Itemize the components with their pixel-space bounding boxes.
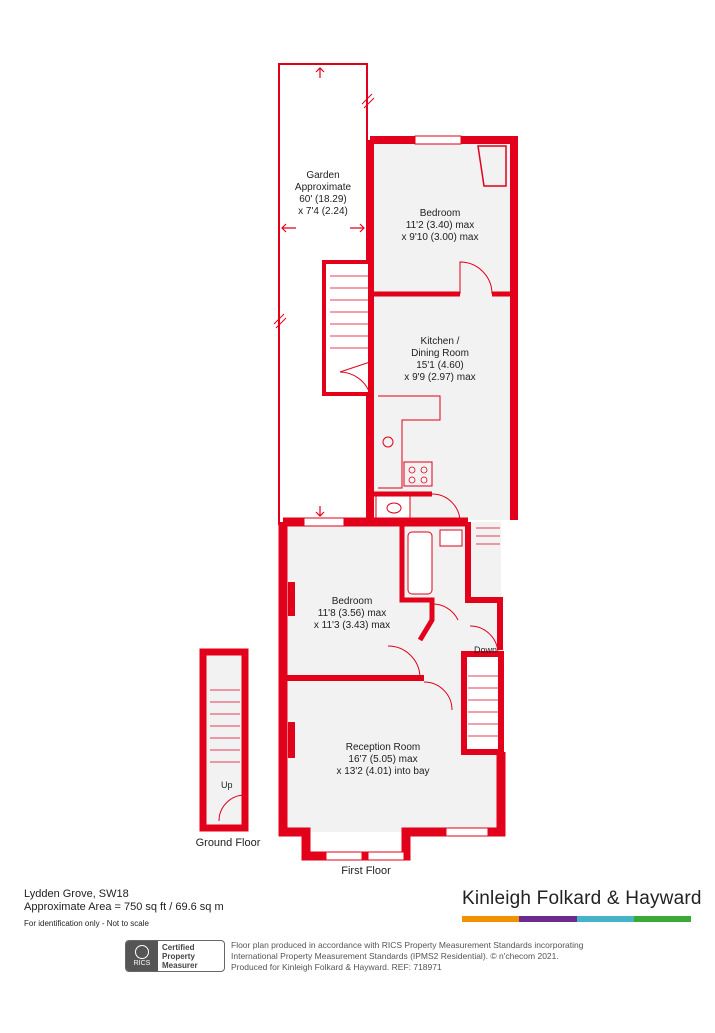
garden-line3: x 7'4 (2.24): [298, 206, 348, 217]
upper-floor-fill: [370, 140, 514, 520]
rics-line3: Measurer: [162, 960, 198, 970]
down-stairs: [464, 654, 501, 752]
window-top: [415, 136, 461, 144]
garden-line2: 60' (18.29): [299, 194, 347, 205]
rics-line2: Property: [162, 951, 195, 961]
bedroom-lower-line1: 11'8 (3.56) max: [317, 608, 387, 619]
down-label: Down: [474, 645, 498, 655]
rics-logo-text: RICS: [133, 960, 151, 967]
brand-colour-bar: [462, 916, 691, 922]
kitchen-name: Kitchen /: [420, 336, 460, 347]
first-floor-label: First Floor: [341, 865, 391, 877]
ground-floor-stairs: [203, 652, 245, 828]
rics-logo: [126, 941, 158, 971]
brand-bar-blue: [577, 916, 634, 922]
rear-stairs: [324, 262, 370, 394]
bedroom-upper-name: Bedroom: [419, 208, 461, 219]
bedroom-lower-line2: x 11'3 (3.43) max: [313, 620, 391, 631]
up-label: Up: [221, 780, 233, 790]
scale-note: For identification only - Not to scale: [24, 919, 149, 928]
bath: [408, 532, 432, 594]
rics-text: [158, 943, 198, 970]
reception-name: Reception Room: [345, 742, 421, 753]
disclaimer-line2: International Property Measurement Standards (IPMS2 Residential). © n'checom 2021.: [231, 951, 559, 961]
window-bay-right: [368, 852, 404, 860]
ground-floor-label: Ground Floor: [195, 837, 261, 849]
bedroom-upper-line1: 11'2 (3.40) max: [405, 220, 475, 231]
garden-line1: Approximate: [294, 182, 352, 193]
kitchen-line1: Dining Room: [411, 348, 469, 359]
disclaimer-line1: Floor plan produced in accordance with RICS Property Measurement Standards incorporating: [231, 940, 584, 950]
kitchen-line3: x 9'9 (2.97) max: [404, 372, 476, 383]
brand-bar-orange: [462, 916, 519, 922]
disclaimer: [231, 940, 611, 973]
window-bedroom: [304, 518, 344, 526]
bedroom-upper-line2: x 9'10 (3.00) max: [401, 232, 479, 243]
basin: [440, 530, 462, 546]
kitchen-line2: 15'1 (4.60): [416, 360, 464, 371]
chimney-lower: [288, 722, 295, 758]
brand-bar-purple: [519, 916, 576, 922]
brand-name: Kinleigh Folkard & Hayward: [462, 888, 702, 909]
garden-name: Garden: [306, 170, 340, 181]
bedroom-lower-name: Bedroom: [331, 596, 373, 607]
address: Lydden Grove, SW18: [24, 888, 129, 900]
disclaimer-line3: Produced for Kinleigh Folkard & Hayward. REF: 718971: [231, 962, 442, 972]
chimney-upper: [288, 582, 295, 616]
area: Approximate Area = 750 sq ft / 69.6 sq m: [24, 901, 224, 913]
rics-seal-icon: [135, 945, 149, 959]
window-reception: [446, 828, 488, 836]
property-info: [24, 888, 224, 930]
reception-line2: x 13'2 (4.01) into bay: [336, 766, 430, 777]
rics-line1: Certified: [162, 942, 195, 952]
brand-bar-green: [634, 916, 691, 922]
rics-badge: [125, 940, 225, 972]
reception-line1: 16'7 (5.05) max: [348, 754, 418, 765]
window-bay-left: [326, 852, 362, 860]
